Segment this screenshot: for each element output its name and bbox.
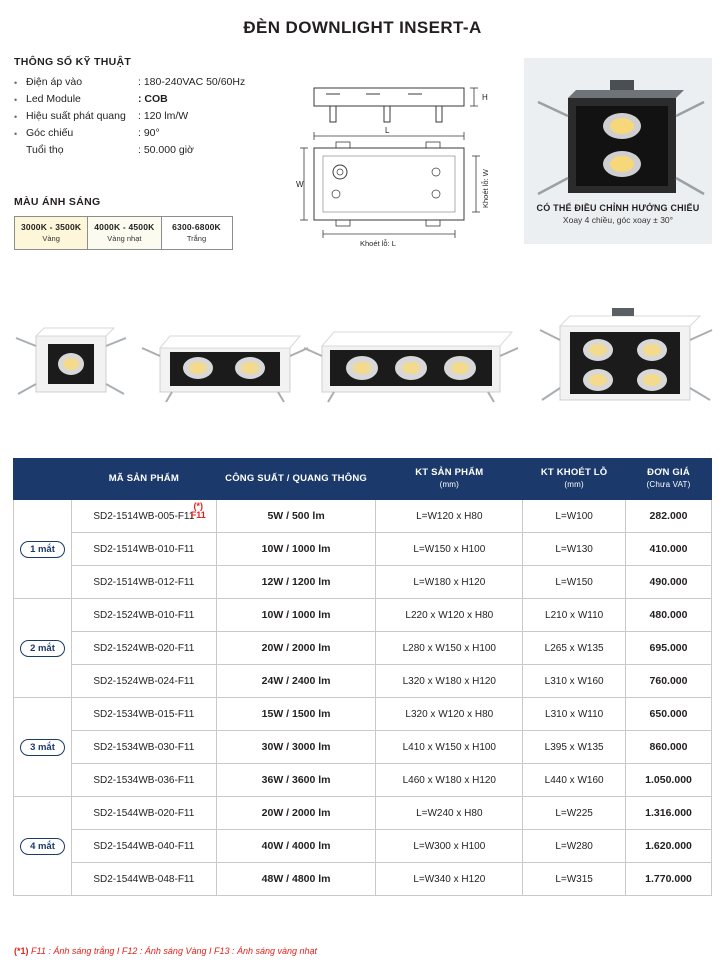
spec-label: Tuổi thọ [26,144,64,156]
cell-power: 12W / 1200 lm [216,566,376,599]
cell-cutout: L=W150 [523,566,626,599]
code-text: SD2-1514WB-005-F11 [93,510,195,522]
spec-row [14,125,284,142]
cell-cutout: L265 x W135 [523,632,626,665]
rotation-caption-line2: Xoay 4 chiều, góc xoay ± 30° [562,215,674,225]
cell-price: 1.050.000 [626,764,712,797]
table-row [14,665,712,698]
cell-price: 410.000 [626,533,712,566]
cell-price: 1.770.000 [626,863,712,896]
cell-power: 5W / 500 lm [216,500,376,533]
color-temperature-bar [14,216,233,250]
cell-cutout: L395 x W135 [523,731,626,764]
table-row [14,599,712,632]
product-photo-3-eye [304,332,518,402]
cell-power: 20W / 2000 lm [216,797,376,830]
color-kelvin: 6300-6800K [172,222,221,232]
color-name: Trắng [186,234,207,243]
color-box-4000k [87,216,160,250]
cell-price: 860.000 [626,731,712,764]
drawing-label-h: H [482,93,488,102]
cell-code: SD2-1544WB-040-F11 [71,830,216,863]
spec-label: Led Module [26,93,81,105]
cell-power: 20W / 2000 lm [216,632,376,665]
col-group [14,459,72,500]
table-row [14,764,712,797]
cell-dimension: L320 x W120 x H80 [376,698,523,731]
cell-cutout: L=W315 [523,863,626,896]
color-box-6300k [161,216,233,250]
table-row [14,500,712,533]
col-price-sub: (Chưa VAT) [646,480,691,489]
spec-value: : 90° [138,127,160,139]
cell-code: SD2-1534WB-030-F11 [71,731,216,764]
bullet-icon: • [14,95,18,105]
table-row [14,698,712,731]
cell-dimension: L460 x W180 x H120 [376,764,523,797]
specs-heading: THÔNG SỐ KỸ THUẬT [14,56,132,68]
cell-dimension: L=W240 x H80 [376,797,523,830]
drawing-label-w: W [296,180,304,189]
footnote-marker: (*) F11 [190,501,206,520]
cell-dimension: L=W300 x H100 [376,830,523,863]
cell-code: SD2-1514WB-010-F11 [71,533,216,566]
cell-price: 282.000 [626,500,712,533]
cell-cutout: L310 x W110 [523,698,626,731]
spec-row [14,108,284,125]
bullet-icon [14,142,26,158]
cell-cutout: L310 x W160 [523,665,626,698]
spec-label: Điện áp vào [26,76,83,88]
group-cell-2 [14,599,72,698]
spec-label: Hiệu suất phát quang [26,110,126,122]
col-product-size-main: KT SẢN PHẨM [415,467,484,478]
color-name: Vàng [42,234,60,243]
col-product-size-sub: (mm) [439,480,460,489]
cell-code: SD2-1534WB-036-F11 [71,764,216,797]
cell-price: 490.000 [626,566,712,599]
product-photo-2-eye [142,336,308,402]
cell-price: 695.000 [626,632,712,665]
cell-dimension: L410 x W150 x H100 [376,731,523,764]
color-name: Vàng nhạt [107,234,142,243]
table-row [14,731,712,764]
cell-dimension: L=W150 x H100 [376,533,523,566]
col-price [626,459,712,500]
col-cutout-size-main: KT KHOÉT LỖ [540,467,608,478]
specs-block [14,56,284,158]
cell-price: 480.000 [626,599,712,632]
cell-code: SD2-1544WB-020-F11 [71,797,216,830]
product-photo-4-eye [540,308,712,400]
group-cell-1 [14,500,72,599]
spec-value: : 180-240VAC 50/60Hz [138,76,246,88]
table-row [14,863,712,896]
table-row [14,830,712,863]
group-badge: 2 mắt [20,640,65,657]
cell-code: SD2-1534WB-015-F11 [71,698,216,731]
group-cell-4 [14,797,72,896]
cell-dimension: L=W180 x H120 [376,566,523,599]
footnote-text: F11 : Ánh sáng trắng I F12 : Ánh sáng Vàng I F13 : Ánh sáng vàng nhạt [28,946,318,956]
group-badge: 3 mắt [20,739,65,756]
cell-cutout: L=W100 [523,500,626,533]
cell-cutout: L210 x W110 [523,599,626,632]
bullet-icon: • [14,129,18,139]
cell-cutout: L=W130 [523,533,626,566]
cell-cutout: L=W280 [523,830,626,863]
product-photo-row [0,288,725,438]
spec-value: : 50.000 giờ [138,144,194,156]
cell-cutout: L440 x W160 [523,764,626,797]
cell-price: 1.620.000 [626,830,712,863]
cell-power: 10W / 1000 lm [216,599,376,632]
page-title: ĐÈN DOWNLIGHT INSERT-A [243,18,482,37]
cell-code: SD2-1524WB-024-F11 [71,665,216,698]
table-row [14,632,712,665]
color-kelvin: 3000K - 3500K [21,222,82,232]
col-product-code: MÃ SẢN PHẨM [71,459,216,500]
drawing-label-hole-l: Khoét lỗ: L [360,239,396,248]
cell-dimension: L=W340 x H120 [376,863,523,896]
spec-value: : 120 lm/W [138,110,189,122]
table-header-row [14,459,712,500]
cell-dimension: L280 x W150 x H100 [376,632,523,665]
cell-code: SD2-1544WB-048-F11 [71,863,216,896]
cell-power: 24W / 2400 lm [216,665,376,698]
spec-row [14,91,284,108]
cell-power: 40W / 4000 lm [216,830,376,863]
footnote-marker-text: (*1) [14,946,29,956]
group-badge: 1 mắt [20,541,65,558]
spec-row [14,74,284,91]
color-box-3000k [14,216,87,250]
bullet-icon: • [14,112,18,122]
rotation-caption-line1: CÓ THỂ ĐIỀU CHỈNH HƯỚNG CHIẾU [536,203,700,213]
color-kelvin: 4000K - 4500K [94,222,155,232]
col-cutout-size [523,459,626,500]
cell-dimension: L320 x W180 x H120 [376,665,523,698]
group-cell-3 [14,698,72,797]
pricing-table [13,458,712,896]
cell-code: SD2-1524WB-020-F11 [71,632,216,665]
cell-power: 30W / 3000 lm [216,731,376,764]
cell-cutout: L=W225 [523,797,626,830]
cell-code: SD2-1514WB-012-F11 [71,566,216,599]
drawing-label-hole-w: Khoét lỗ: W [481,169,490,208]
cell-price: 760.000 [626,665,712,698]
cell-price: 650.000 [626,698,712,731]
bullet-icon: • [14,78,18,88]
cell-price: 1.316.000 [626,797,712,830]
technical-drawing [296,62,516,252]
table-row [14,566,712,599]
spec-value: : COB [138,93,168,105]
group-badge: 4 mắt [20,838,65,855]
cell-code [71,500,216,533]
cell-code: SD2-1524WB-010-F11 [71,599,216,632]
footnote [14,946,317,956]
cell-power: 36W / 3600 lm [216,764,376,797]
cell-dimension: L=W120 x H80 [376,500,523,533]
table-row [14,533,712,566]
col-cutout-size-sub: (mm) [564,480,584,489]
cell-power: 10W / 1000 lm [216,533,376,566]
rotation-caption [524,203,712,225]
product-photo-1-eye [16,328,126,394]
cell-power: 48W / 4800 lm [216,863,376,896]
col-product-size [376,459,523,500]
spec-row [14,142,284,158]
cell-power: 15W / 1500 lm [216,698,376,731]
cell-dimension: L220 x W120 x H80 [376,599,523,632]
col-power-flux: CÔNG SUẤT / QUANG THÔNG [216,459,376,500]
col-price-main: ĐƠN GIÁ [647,467,690,478]
drawing-label-l: L [385,126,390,135]
spec-label: Góc chiếu [26,127,74,139]
color-section-heading: MÀU ÁNH SÁNG [14,196,101,208]
table-row [14,797,712,830]
